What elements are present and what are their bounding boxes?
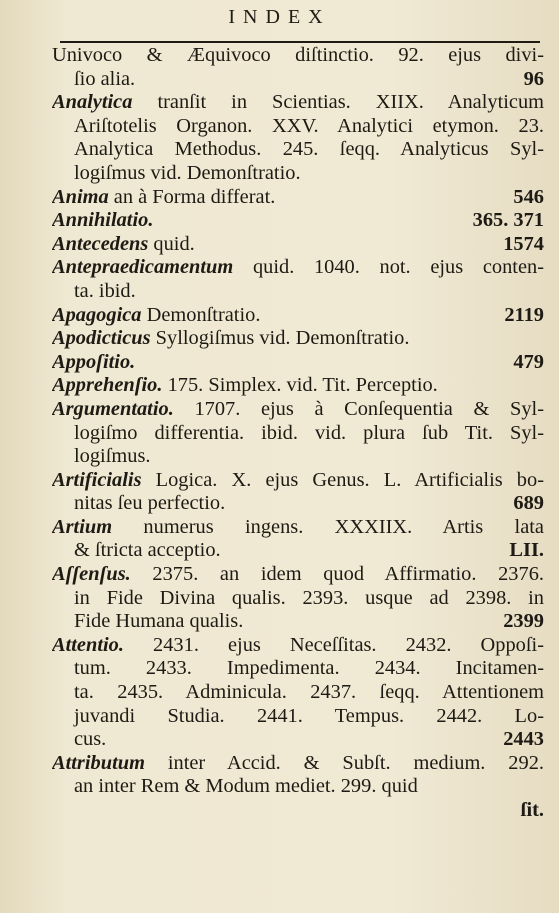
- entry-text: 2431. ejus Neceſſitas. 2432. Oppoſi-: [153, 633, 544, 656]
- entry-line: [52, 539, 544, 563]
- entry-text: ta. ibid.: [74, 279, 136, 302]
- entry-term: Apprehenſio.: [52, 374, 163, 397]
- entry-line: [52, 44, 544, 68]
- entry-text: logiſmo differentia. ibid. vid. plura ſub Tit. Syl-: [74, 421, 544, 444]
- entry-term: Attentio.: [52, 633, 124, 656]
- entry-text: Ariſtotelis Organon. XXV. Analytici etymon. 23.: [74, 114, 544, 137]
- page-header: INDEX: [228, 6, 331, 28]
- entry-line: [52, 492, 544, 516]
- entry-line: [52, 775, 544, 799]
- entry-line: [52, 398, 544, 422]
- entry-text: in Fide Divina qualis. 2393. usque ad 2398. in: [74, 586, 544, 609]
- entry-page-ref: 479: [513, 350, 544, 373]
- entry-text: Logica. X. ejus Genus. L. Artificialis bo-: [155, 468, 544, 491]
- entry-text: numerus ingens. XXXIIX. Artis lata: [143, 515, 544, 538]
- entry-line: [52, 610, 544, 634]
- entry-text: juvandi Studia. 2441. Tempus. 2442. Lo-: [74, 704, 544, 727]
- entry-term: Attributum: [52, 751, 145, 774]
- entry-line: [52, 422, 544, 446]
- entry-line: [52, 233, 544, 257]
- entry-line: [52, 327, 544, 351]
- entry-text: tranſit in Scientias. XIIX. Analyticum: [157, 91, 544, 114]
- entry-line: [52, 516, 544, 540]
- index-entry: [52, 186, 544, 210]
- entry-term: Anima: [52, 185, 109, 208]
- entry-text: 175. Simplex. vid. Tit. Perceptio.: [167, 374, 438, 397]
- entry-text: & ſtricta acceptio.: [74, 539, 221, 562]
- index-entry: [52, 752, 544, 799]
- entry-line: [52, 752, 544, 776]
- entry-page-ref: LII.: [509, 539, 544, 562]
- entry-term: Argumentatio.: [52, 397, 174, 420]
- entry-page-ref: 2399: [503, 610, 544, 633]
- index-entry: [52, 233, 544, 257]
- entry-text: inter Accid. & Subſt. medium. 292.: [167, 751, 544, 774]
- index-entry: [52, 327, 544, 351]
- entry-page-ref: 689: [513, 492, 544, 515]
- index-entry: [52, 91, 544, 185]
- entry-line: [52, 256, 544, 280]
- entry-line: [52, 563, 544, 587]
- entry-text: logiſmus vid. Demonſtratio.: [74, 161, 301, 184]
- index-entry: [52, 374, 544, 398]
- entry-term: Annihilatio.: [52, 209, 154, 232]
- entry-text: Analytica Methodus. 245. ſeqq. Analyticus Syl-: [74, 138, 544, 161]
- entry-term: Analytica: [52, 91, 133, 114]
- entry-term: Antecedens: [52, 232, 149, 255]
- entry-line: [52, 162, 544, 186]
- entry-line: [52, 587, 544, 611]
- entry-text: ſio alia.: [74, 67, 136, 90]
- header-rule: [60, 41, 540, 43]
- entry-text: Univoco & Æquivoco diſtinctio. 92. ejus divi-: [52, 44, 544, 66]
- entry-line: [52, 280, 544, 304]
- index-entry: [52, 469, 544, 516]
- entry-line: [52, 351, 544, 375]
- index-entry: [52, 516, 544, 563]
- index-entry: [52, 304, 544, 328]
- entry-text: an inter Rem & Modum mediet. 299. quid: [74, 775, 418, 798]
- entry-line: [52, 138, 544, 162]
- entry-line: [52, 374, 544, 398]
- entry-text: logiſmus.: [74, 445, 151, 468]
- entry-line: [52, 469, 544, 493]
- entry-text: quid. 1040. not. ejus conten-: [252, 256, 544, 279]
- entry-page-ref: ſit.: [520, 799, 544, 821]
- entry-term: Artificialis: [52, 468, 142, 491]
- index-entry: [52, 44, 544, 91]
- entry-line: [52, 657, 544, 681]
- entry-page-ref: 2119: [504, 303, 544, 326]
- entry-term: Appoſitio.: [52, 350, 136, 373]
- entry-page-ref: 2443: [503, 728, 544, 751]
- entry-line: [52, 91, 544, 115]
- entry-line: [52, 705, 544, 729]
- entry-text: tum. 2433. Impedimenta. 2434. Incitamen-: [74, 657, 544, 680]
- entry-line: [52, 186, 544, 210]
- index-entry: [52, 799, 544, 823]
- entry-term: Apagogica: [52, 303, 142, 326]
- entry-page-ref: 1574: [503, 232, 544, 255]
- entry-text: quid.: [153, 232, 195, 255]
- entry-line: [52, 634, 544, 658]
- entry-line: [52, 68, 544, 92]
- index-entry: [52, 256, 544, 303]
- entry-text: an à Forma differat.: [113, 185, 276, 208]
- index-entry: [52, 563, 544, 634]
- entry-line: [52, 209, 544, 233]
- entry-page-ref: 365. 371: [472, 209, 544, 232]
- entry-term: Aſſenſus.: [52, 563, 131, 586]
- entry-term: Artium: [52, 515, 113, 538]
- entry-text: cus.: [74, 728, 107, 751]
- index-entry: [52, 209, 544, 233]
- entry-line: [52, 115, 544, 139]
- entry-text: 2375. an idem quod Affirmatio. 2376.: [152, 563, 544, 586]
- entry-line: [52, 445, 544, 469]
- entry-line: [52, 799, 544, 823]
- index-entry: [52, 351, 544, 375]
- index-body: [52, 44, 544, 823]
- entry-text: 1707. ejus à Conſequentia & Syl-: [194, 397, 544, 420]
- entry-text: Demonſtratio.: [146, 303, 261, 326]
- index-entry: [52, 398, 544, 469]
- entry-text: nitas ſeu perfectio.: [74, 492, 226, 515]
- entry-line: [52, 681, 544, 705]
- entry-term: Apodicticus: [52, 327, 151, 350]
- entry-text: Syllogiſmus vid. Demonſtratio.: [155, 327, 410, 350]
- entry-text: ta. 2435. Adminicula. 2437. ſeqq. Attentionem: [74, 681, 544, 704]
- entry-page-ref: 96: [523, 67, 544, 90]
- entry-line: [52, 304, 544, 328]
- entry-text: Fide Humana qualis.: [74, 610, 244, 633]
- entry-term: Antepraedicamentum: [52, 256, 234, 279]
- index-entry: [52, 634, 544, 752]
- entry-line: [52, 728, 544, 752]
- entry-page-ref: 546: [513, 185, 544, 208]
